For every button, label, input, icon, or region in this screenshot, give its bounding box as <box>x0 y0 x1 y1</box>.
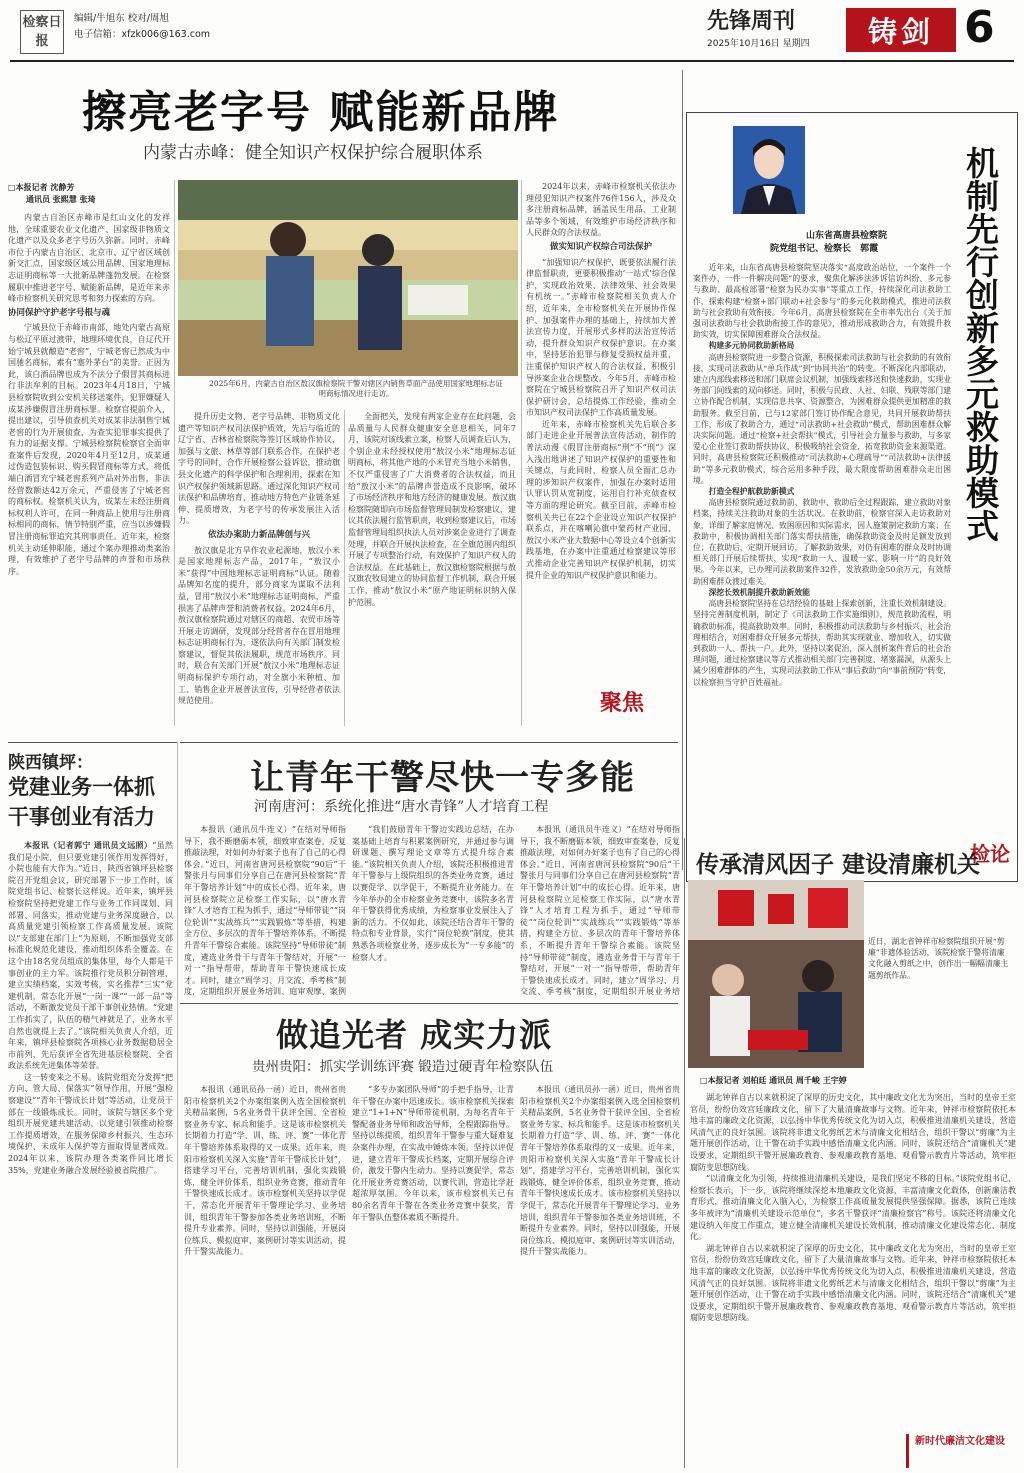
headline-a2: 党建业务一体抓 干事创业有活力 <box>8 774 155 829</box>
sidebar-title: 机制先行创新多元救助模式 <box>961 146 1000 542</box>
photo-caption-a1: 2025年6月，内蒙古自治区敖汉旗检察院干警对辖区内销售草面产品使用国家地理标志证明商标情况进行走访。 <box>209 379 503 398</box>
person-role: 院党组书记、检察长 郭霞 <box>770 244 879 254</box>
email-line: 电子信箱：xfzk006@163.com <box>74 29 211 40</box>
a4-body: 湖北钟祥自古以来就积淀了深厚的历史文化，其中廉政文化尤为突出，当时的皇帝王室官员，纷纷仿效宫廷廉政文化，留下了大量清廉故事与文物。近年来，钟祥市检察院依托本地丰富的廉政文化资源，以弘扬中华优秀传统文化为切入点，积极推进清廉机关建设，营造风清气正的良好氛围。该院将非遗文化剪纸艺术与清廉文化相结合，组织干警以“剪廉”为主题开展创作活动，让干警在动手实践中感悟清廉文化内涵。同时，该院还结合“清廉机关”建设要求，定期组织干警开展廉政教育、参观廉政教育基地、观看警示教育片等活动，筑牢拒腐防变思想防线。 “以清廉文化为引领，持续推进清廉机关建设，是我们坚定不移的目标。”该院党组书记、检察长表示，下一步，该院将继续深挖本地廉政文化资源，丰富清廉文化载体，创新廉洁教育形式，推动清廉文化入脑入心，为检察工作高质量发展提供坚强保障。据悉，该院已连续多年被评为“清廉机关建设示范单位”，多名干警获评“清廉检察官”称号。该院还将清廉文化建设纳入年度工作重点，建立健全清廉机关建设长效机制，推动清廉文化建设常态化、制度化。 湖北钟祥自古以来就积淀了深厚的历史文化，其中廉政文化尤为突出，当时的皇帝王室官员，纷纷仿效宫廷廉政文化，留下了大量清廉故事与文物。近年来，钟祥市检察院依托本地丰富的廉政文化资源，以弘扬中华优秀传统文化为切入点，积极推进清廉机关建设，营造风清气正的良好氛围。该院将非遗文化剪纸艺术与清廉文化相结合，组织干警以“剪廉”为主题开展创作活动，让干警在动手实践中感悟清廉文化内涵。同时，该院还结合“清廉机关”建设要求，定期组织干警开展廉政教育、参观廉政教育基地、观看警示教育片等活动，筑牢拒腐防变思想防线。 <box>690 1093 1016 1323</box>
a5-column-3: 本报讯（通讯员孙一函）近日，贵州省贵阳市检察机关2个办案组案例入选全国检察机关精品案例，5名业务骨干获评全国、全省检察业务专家、标兵和能手。这是该市检察机关长期着力打造“学、训、练、评、赛”一体化青年干警培养体系取得的又一成果。近年来，贵阳市检察机关深入实施“青年干警成长计划”，搭建学习平台，完善培训机制，强化实践锻炼，健全评价体系，组织业务竞赛，推动青年干警快速成长成才。该市检察机关坚持以学促干，常态化开展青年干警理论学习、业务培训，组织青年干警参加各类业务培训班，不断提升专业素养。同时，坚持以训强能，开展岗位练兵、模拟庭审、案例研讨等实训活动，提升干警实战能力。 <box>520 1085 680 1257</box>
headline-a5: 做追光者 成实力派 <box>276 1016 553 1054</box>
a1-column-4: 2024年以来，赤峰市检察机关依法办理侵犯知识产权案件76件156人，涉及众多注册商标品牌，涵盖民生用品、工业制品等多个领域，有效维护市场经济秩序和人民群众的合法权益。 做实知识产权综合司法保护 “加强知识产权保护，既要依法履行法律监督职责，更要积极推动‘一站式’综合保护，实现政治效果、法律效果、社会效果有机统一。”赤峰市检察院相关负责人介绍，近年来，全市检察机关在开展协作保护、加强案件办理的基础上，持续加大普法宣传力度，开展形式多样的法治宣传活动，提升群众知识产权保护意识。在办案中，坚持惩治犯罪与修复受损权益并重，注重保护知识产权人的合法权益，积极引导涉案企业合规整改。今年5月，赤峰市检察院在宁城县检察院召开了知识产权司法保护研讨会，总结提炼工作经验，推动全市知识产权司法保护工作高质量发展。 近年来，赤峰市检察机关先后联合多部门走进企业开展普法宣传活动，制作的普法动漫《假冒注册商标“刑”不“刑”》深入浅出地讲述了知识产权保护的重要性和关键点，与此同时，检察人员全面汇总办理的涉知识产权案件，加强在办案时适用认罪认罚从宽制度，运用自行补充侦查权等方面的理论研究。截至目前，赤峰市检察机关共已在22个企业设立知识产权保护联系点，并在喀喇沁旗中蒙药材产业园、敖汉小米产业大数据中心等设立4个创新实践基地，在办案中注重通过检察建议等形式推动企业完善知识产权保护机制，切实提升企业的知识产权保护意识和能力。 <box>526 182 676 580</box>
tag-focus: 聚焦 <box>600 691 645 716</box>
a1-column-1: 内蒙古自治区赤峰市是红山文化的发祥地，全球重要农业文化遗产、国家级非物质文化遗产以及众多老字号历久弥新。同时，赤峰市位于内蒙古自治区、北京市、辽宁省区域创新交汇点，国家级区域公用品牌、国家地理标志证明商标等一大批新品牌蓬勃发展。在检察履职中推进老字号、赋能新品牌，是近年来赤峰市检察机关研究思考和努力探索的方向。 协同保护守护老字号根与魂 宁城县位于赤峰市南部，地处内蒙古高原与松辽平原过渡带，地理环境优良，自辽代开始宁城县就酿造“老窖”，宁城老窖已然成为中国驰名商标，素有“塞外茅台”的美誉。正因为此，该白酒品牌也成为不法分子假冒其商标进行非法牟利的目标。2023年4月18日，宁城县检察院收到公安机关移送案件，犯罪嫌疑人成某涉嫌假冒注册商标罪。检察官提前介入，提出建议，引导侦查机关对成某非法制售宁城老窖的行为开展侦查，为查实犯罪事实提供了有力的证据支撑。宁城县检察院检察官全面审查案件后发现，2020年4月至12月，成某通过伪造包装标识、购买假冒商标等方式，将低端白酒冒充宁城老窖系列产品对外出售，非法经营数额达42万余元，严重侵害了宁城老窖的商标权。检察机关认为，成某左未经注册商标权利人许可，在同一种商品上使用与注册商标相同的商标，情节特别严重，应当以涉嫌假冒注册商标罪追究其刑事责任。近年来，检察机关主动延伸职能，通过个案办理推动类案治理，有效维护了老字号品牌的声誉和市场秩序。 <box>8 213 170 576</box>
newspaper-logo: 检察日报 <box>20 10 64 54</box>
photo-portrait <box>733 126 805 214</box>
sidebar-body: 近年来，山东省高唐县检察院坚决落实“高度政治站位，一个案件一个案件办，一件一件解决问题”的要求，聚焦化解涉法涉诉信访纠纷、多元参与救助、最高检部署“检察为民办实事”等重点工作，持续深化司法救助工作，探索构建“检察+部门联动+社会参与”的多元化救助模式，推进司法救助与社会救助有效衔接。今年6月，高唐县检察院在全市率先出台《关于加强司法救助与社会救助衔接工作的意见》，推动形成救助合力，有效提升救助实效，切实保障困难群众合法权益。 构建多元协同救助新格局 高唐县检察院进一步整合资源，积极探索司法救助与社会救助的有效衔接，实现司法救助从“单兵作战”到“协同共治”的转变。不断深化内部联动，建立内部线索移送和部门联席会议机制，加强线索移送和快速救助，实现业务部门间线索的双向移送。同时，积极与民政、人社、妇联、残联等部门建立协作配合机制，实现信息共享、资源整合，为困难群众提供更加精准的救助服务。截至目前，已与12家部门签订协作配合意见，共同开展救助帮扶工作，形成了救助合力，通过“司法救助+社会救助”模式，帮助困难群众解决实际问题。通过“检察+社会帮扶”模式，引导社会力量参与救助，与多家爱心企业签订救助帮扶协议，积极吸纳社会资金，拓宽救助资金来源渠道。同时，高唐县检察院还积极推动“司法救助+心理疏导”“司法救助+法律援助”等多元救助模式，综合运用多种手段，最大限度帮助困难群众走出困境。 打造全程护航救助新模式 高唐县检察院通过救助前、救助中、救助后全过程跟踪，建立救助对象档案，持续关注救助对象的生活状况。在救助前，检察官深入走访救助对象，详细了解家庭情况、致困原因和实际需求，因人施策制定救助方案；在救助中，积极协调相关部门落实帮扶措施，确保救助资金及时足额发放到位；在救助后，定期开展回访，了解救助效果，对仍有困难的群众及时协调相关部门开展后续帮扶，实现“救助一人、温暖一家、影响一片”的良好效果。今年以来，已办理司法救助案件32件，发放救助金50余万元，有效帮助困难群众渡过难关。 深挖长效机制提升救助新效能 高唐县检察院坚持在总结经验的基础上探索创新，注重长效机制建设。坚持完善制度机制，制定了《司法救助工作实施细则》，规范救助流程，明确救助标准，提高救助效率。同时，积极推动司法救助与乡村振兴、社会治理相结合，对困难群众开展多元帮扶，帮助其实现就业、增加收入，切实做到救助一人、帮扶一户。此外，坚持以案促治，深入剖析案件背后的社会治理问题，通过检察建议等方式推动相关部门完善制度、堵塞漏洞，从源头上减少困难群体的产生，实现司法救助工作从“事后救助”向“事前预防”转变，以检察担当守护百姓福祉。 <box>693 263 951 687</box>
headline-a4: 传承清风因子 建设清廉机关 <box>696 851 981 878</box>
a5-column-2: “多专办案团队导师”的手把手指导，让青年干警在办案中迅速成长。该市检察机关探索建立“1+1+N”导师带徒机制，为每名青年干警配备业务导师和政治导师，全程跟踪指导。坚持以练提质，组织青年干警参与重大疑难复杂案件办理，在实战中锤炼本领。坚持以评促进，建立青年干警成长档案，定期开展综合评价，激发干警内生动力。坚持以赛促学，常态化开展业务竞赛活动，以赛代训，营造比学赶超浓厚氛围。今年以来，该市检察机关已有80余名青年干警在各类业务竞赛中获奖，青年干警队伍整体素质不断提升。 <box>352 1085 514 1222</box>
subtitle-a5: 贵州贵阳：抓实学训练评赛 锻造过硬青年检察队伍 <box>252 1059 554 1075</box>
editors-line: 编辑/牛旭东 校对/周旭 <box>74 13 169 24</box>
issue-date: 2025年10月16日 星期四 <box>707 39 810 49</box>
column-name: 先锋周刊 <box>707 9 796 34</box>
subtitle-a1: 内蒙古赤峰：健全知识产权保护综合履职体系 <box>143 143 483 163</box>
a1-column-2: 提升历史文物、老字号品牌、非物质文化遗产等知识产权司法保护质效，先后与临近的辽宁省、吉林省检察院等签订区域协作协议，加强与文旅、林草等部门联系合作，在保护老字号的同时，合作开展检察公益诉讼，推动旗县文化遗产的科学保护和合理利用，探索在知识产权保护领域新思路。通过深化知识产权司法保护和品牌培育，推动地方特色产业链条延伸、提质增效，为老字号的传承发展注入活力。 依法办案助力新品牌创与兴 敖汉旗是北方旱作农业起源地，敖汉小米是国家地理标志产品，2017年，“敖汉小米”获得“中国地理标志证明商标”认证。随着品牌知名度的提升，部分商家为谋取不法利益，冒用“敖汉小米”地理标志证明商标，严重损害了品牌声誉和消费者权益。2024年6月，敖汉旗检察院通过对辖区的商超、农贸市场等开展走访调研，发现部分经营者存在冒用地理标志证明商标行为，遂依法向有关部门制发检察建议，督促其依法履职，规范市场秩序。同时，联合有关部门开展“敖汉小米”地理标志证明商标保护专项行动，对全旗小米种植、加工、销售企业开展普法宣传，引导经营者依法规范使用。 <box>178 412 340 706</box>
headline-a1: 擦亮老字号 赋能新品牌 <box>82 87 560 138</box>
subtitle-a3: 河南唐河：系统化推进“唐水青锋”人才培育工程 <box>254 799 549 815</box>
a2-body: 本报讯（记者郭宁 通讯员文远照）“虽然我们是小院，但只要党建引领作用发挥得好，小院也能有大作为。”近日，陕西省镇坪县检察院召开党组会议，研究部署下一步工作时，该院党组书记、检察长这样说。近年来，镇坪县检察院坚持把党建工作与业务工作同谋划、同部署、同落实，推动党建与业务深度融合，以高质量党建引领检察工作高质量发展。该院以“支部建在部门上”为原则，不断加强党支部标准化规范化建设，推动组织体系全覆盖。在这个由18名党员组成的集体里，每个人都是干事创业的主力军。该院推行党员积分制管理，建立实绩档案，实效考核，实名推荐“三实”党建机制，常态化开展“一岗一课”“一部一品”等活动，不断激发党员干部干事创业热情。“党建工作抓实了，队伍的精气神就足了，业务水平自然也就提上去了。”该院相关负责人介绍，近年来，镇坪县检察院各项核心业务数据稳居全市前列，先后获评全省先进基层检察院、全省政法系统先进集体等荣誉。 这一转变来之不易。该院党组充分发挥“把方向、管大局、保落实”领导作用，开展“强检察建设”“青年干警成长计划”等活动，让党员干部在一线锻炼成长。同时，该院与辖区多个党组织开展党建共建活动，以党建引领推动检察工作提质增效，在服务保障乡村振兴、生态环境保护、未成年人保护等方面取得显著成效。2024年以来，该院办理各类案件同比增长35%，党建业务融合发展经验被省院推广。 <box>8 840 173 1175</box>
a5-column-1: 本报讯（通讯员孙一函）近日，贵州省贵阳市检察机关2个办案组案例入选全国检察机关精品案例，5名业务骨干获评全国、全省检察业务专家、标兵和能手。这是该市检察机关长期着力打造“学、训、练、评、赛”一体化青年干警培养体系取得的又一成果。近年来，贵阳市检察机关深入实施“青年干警成长计划”，搭建学习平台，完善培训机制，强化实践锻炼，健全评价体系，组织业务竞赛，推动青年干警快速成长成才。该市检察机关坚持以学促干，常态化开展青年干警理论学习、业务培训，组织青年干警参加各类业务培训班，不断提升专业素养。同时，坚持以训强能，开展岗位练兵、模拟庭审、案例研讨等实训活动，提升干警实战能力。 <box>184 1085 346 1257</box>
a3-column-1: 本报讯（通讯员牛连义）“在结对导师指导下，我不断磨砺本领，细致审查案卷，反复推敲法理，对如何办好案子也有了自己的心得体会。”近日，河南省唐河县检察院“90后”干警张月与同事们分享自己在唐河县检察院“青年干警培养计划”中的成长心得。近年来，唐河县检察院立足检察工作实际，以“唐水青锋”人才培育工程为抓手，通过“导师带徒”“岗位轮训”“实战练兵”“实践锻炼”等举措，构建全方位、多层次的青年干警培养体系，不断提升青年干警综合素能。该院坚持“导师带徒”制度，遴选业务骨干与青年干警结对，开展“一对一”指导帮带，帮助青年干警快速成长成才。同时，建立“周学习、月交流、季考核”制度，定期组织开展业务培训、庭审观摩、案例 <box>184 825 346 997</box>
a1-column-3: 全面把关，发现有两家企业存在此问题，会品质量与人民群众健康安全息息相关，同年7月，该院对该线索立案，检察人员调查后认为，个别企业未经授权使用“敖汉小米”地理标志证明商标，将其他产地的小米冒充当地小米销售，不仅严重侵害了广大消费者的合法权益，而且给“敖汉小米”的品牌声誉造成不良影响，破坏了市场经济秩序和地方经济的健康发展。敖汉旗检察院随即向市场监督管理局制发检察建议，建议其依法履行监管职责，收到检察建议后，市场监督管理局组织执法人员对涉案企业进行了调查处理，并联合开展执法检查，在全旗范围内组织开展了专项整治行动，有效保护了知识产权人的合法权益。在此基础上，敖汉旗检察院根据与敖汉旗农牧局建立的协同监督工作机制，联合开展工作，推动“敖汉小米”原产地证明标识纳入保护范围。 <box>348 412 516 607</box>
section-title: 铸剑 <box>867 15 934 49</box>
page-number: 6 <box>964 2 995 53</box>
headline-a3: 让青年干警尽快一专多能 <box>250 758 635 798</box>
byline-a1: □本报记者 沈静芳 通讯员 张熙慧 张琦 <box>8 182 96 204</box>
person-unit: 山东省高唐县检察院 <box>806 231 888 241</box>
photo-supermarket <box>178 180 518 376</box>
a3-column-2: “我们鼓励青年干警边实践边总结，在办案基础上培育与积累案例研究，并通过参与调研课题、撰写理论文章等方式提升综合素能。”该院相关负责人介绍，该院还积极推进青年干警参与上级院组织的各类业务竞赛，通过以赛促学、以学促干，不断提升业务能力。在今年举办的全市检察业务竞赛中，该院多名青年干警获得优秀成绩，为检察事业发展注入了新的活力。不仅如此，该院还结合青年干警的特点和专业背景，实行“岗位轮换”制度，使其熟悉各项检察业务，逐步成长为“一专多能”的检察人才。 <box>352 825 514 962</box>
masthead <box>0 0 1024 66</box>
byline-a4: □本报记者 刘柏廷 通讯员 周千峻 王宇婷 <box>700 1075 847 1085</box>
a3-column-3: 本报讯（通讯员牛连义）“在结对导师指导下，我不断磨砺本领，细致审查案卷，反复推敲法理，对如何办好案子也有了自己的心得体会。”近日，河南省唐河县检察院“90后”干警张月与同事们分享自己在唐河县检察院“青年干警培养计划”中的成长心得。近年来，唐河县检察院立足检察工作实际，以“唐水青锋”人才培育工程为抓手，通过“导师带徒”“岗位轮训”“实战练兵”“实践锻炼”等举措，构建全方位、多层次的青年干警培养体系，不断提升青年干警综合素能。该院坚持“导师带徒”制度，遴选业务骨干与青年干警结对，开展“一对一”指导帮带，帮助青年干警快速成长成才。同时，建立“周学习、月交流、季考核”制度，定期组织开展业务培 <box>520 825 680 997</box>
photo-papercut <box>688 880 864 1068</box>
photo-caption-a4: 近日，湖北省钟祥市检察院组织开展“剪廉”非遗体验活动，该院检察干警将清廉文化融入剪纸之中，创作出一幅幅清廉主题剪纸作品。 <box>868 937 1009 980</box>
tag-lianjie: 新时代廉洁文化建设 <box>906 1434 1018 1468</box>
a2-location: 陕西镇坪： <box>8 753 93 773</box>
tag-jianlun: 检论 <box>970 842 1010 866</box>
